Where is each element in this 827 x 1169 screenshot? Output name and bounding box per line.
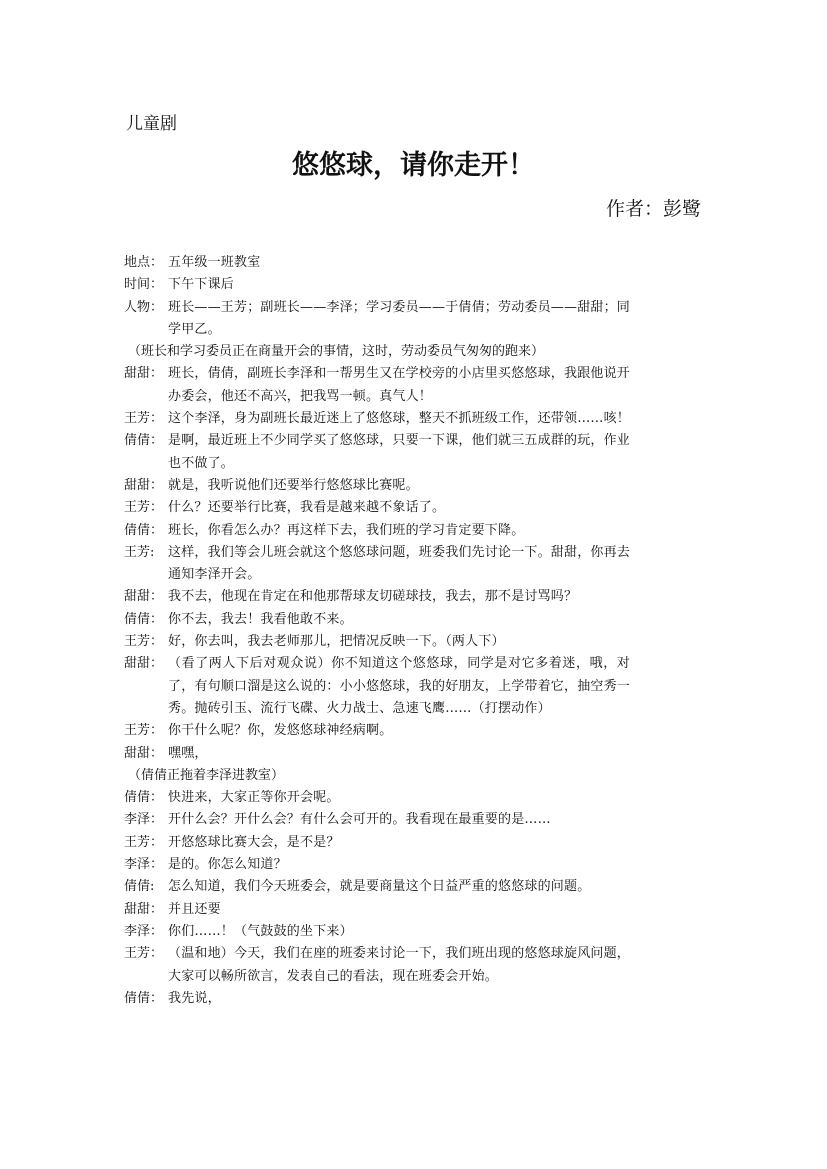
dialogue-line (124, 631, 630, 653)
speaker-label: 倩倩: (124, 879, 155, 895)
speaker-label: 倩倩： (124, 522, 164, 538)
dialogue-line (124, 520, 630, 542)
dialogue-line (124, 609, 630, 631)
speaker-label: 甜甜： (124, 745, 164, 761)
dialogue-line (124, 408, 630, 430)
dialogue-text: 你们……！（气鼓鼓的坐下来） (168, 923, 353, 939)
setting-text: 下午下课后 (168, 277, 235, 293)
dialogue-text: 快进来，大家正等你开会呢。 (168, 790, 340, 806)
setting-label: 地点： (124, 255, 164, 270)
setting-line (124, 297, 630, 342)
speaker-label: 李泽： (124, 812, 164, 828)
dialogue-text: 你干什么呢？你，发悠悠球神经病啊。 (168, 723, 393, 739)
setting-line (124, 252, 630, 274)
dialogue-text: 开悠悠球比赛大会，是不是？ (168, 834, 340, 850)
dialogue-text: 班长，倩倩，副班长李泽和一帮男生又在学校旁的小店里买悠悠球，我跟他说开办委会，他还不高兴，把我骂一顿。真气人！ (168, 366, 631, 404)
dialogue-text: 并且还要 (168, 901, 221, 917)
dialogue-line (124, 921, 630, 943)
setting-text: 五年级一班教室 (168, 255, 261, 270)
script-body (124, 252, 630, 1010)
setting-label: 人物： (124, 299, 164, 315)
dialogue-line (124, 430, 630, 475)
speaker-label: 李泽： (124, 923, 164, 939)
speaker-label: 王芳： (124, 500, 164, 516)
dialogue-text: 这样，我们等会儿班会就这个悠悠球问题，班委我们先讨论一下。甜甜，你再去通知李泽开会。 (168, 544, 631, 583)
dialogue-line (124, 943, 630, 988)
dialogue-line (124, 497, 630, 519)
dialogue-line (124, 854, 630, 876)
speaker-label: 王芳： (124, 946, 164, 962)
dialogue-line (124, 876, 630, 898)
dialogue-line (124, 743, 630, 765)
speaker-label: 甜甜： (124, 589, 164, 605)
dialogue-text: 班长，你看怎么办？再这样下去，我们班的学习肯定要下降。 (168, 522, 525, 538)
author-line: 作者：彭鹭 (605, 198, 701, 220)
dialogue-text: 是啊，最近班上不少同学买了悠悠球，只要一下课，他们就三五成群的玩，作业也不做了。 (168, 433, 631, 471)
dialogue-text: 什么？还要举行比赛，我看是越来越不象话了。 (168, 500, 446, 516)
stage-direction: （班长和学习委员正在商量开会的事情，这时，劳动委员气匆匆的跑来） (128, 344, 545, 360)
play-title: 悠悠球，请你走开！ (292, 150, 535, 181)
dialogue-line (124, 787, 630, 809)
speaker-label: 甜甜： (124, 656, 164, 672)
dialogue-line (124, 809, 630, 831)
speaker-label: 王芳： (124, 834, 164, 850)
dialogue-line (124, 899, 630, 921)
dialogue-text: 怎么知道，我们今天班委会，就是要商量这个日益严重的悠悠球的问题。 (168, 879, 591, 895)
speaker-label: 倩倩： (124, 611, 164, 627)
dialogue-text: 好，你去叫，我去老师那儿，把情况反映一下。（两人下） (168, 634, 505, 650)
dialogue-text: 是的。你怎么知道？ (168, 857, 287, 873)
dialogue-line (124, 542, 630, 587)
speaker-label: 倩倩： (124, 990, 164, 1006)
speaker-label: 甜甜： (124, 366, 164, 382)
dialogue-line (124, 832, 630, 854)
genre-label: 儿童剧 (126, 114, 177, 134)
dialogue-text: （看了两人下后对观众说）你不知道这个悠悠球，同学是对它多着迷，哦，对了，有句顺口溜是这么说的：小小悠悠球，我的好朋友，上学带着它，抽空秀一秀。抛砖引玉、流行飞碟、火力战士、急速飞鹰……（打摆动作） (168, 656, 631, 716)
speaker-label: 王芳： (124, 411, 164, 427)
dialogue-line (124, 475, 630, 497)
dialogue-text: 就是，我听说他们还要举行悠悠球比赛呢。 (168, 477, 419, 493)
stage-direction: （倩倩正拖着李泽进教室） (128, 767, 285, 783)
speaker-label: 甜甜： (124, 477, 164, 493)
dialogue-line (124, 988, 630, 1010)
dialogue-line (124, 653, 630, 720)
dialogue-text: 开什么会？开什么会？有什么会可开的。我看现在最重要的是…… (168, 812, 551, 828)
setting-text: 班长——王芳；副班长——李泽；学习委员——于倩倩；劳动委员——甜甜；同学甲乙。 (168, 299, 631, 337)
speaker-label: 王芳： (124, 723, 164, 739)
dialogue-line (124, 363, 630, 408)
dialogue-text: 我先说， (168, 990, 221, 1006)
dialogue-text: 你不去，我去！我看他敢不来。 (168, 611, 353, 627)
dialogue-text: 这个李泽，身为副班长最近迷上了悠悠球，整天不抓班级工作，还带领……咳！ (168, 411, 631, 427)
dialogue-block (124, 363, 630, 764)
speaker-label: 倩倩： (124, 433, 164, 449)
dialogue-text: （温和地）今天，我们在座的班委来讨论一下，我们班出现的悠悠球旋风问题，大家可以畅所欲言，发表自己的看法，现在班委会开始。 (168, 946, 631, 984)
setting-label: 时间： (124, 277, 164, 293)
dialogue-line (124, 720, 630, 742)
speaker-label: 倩倩： (124, 790, 164, 806)
speaker-label: 王芳: (124, 544, 155, 560)
speaker-label: 李泽： (124, 857, 164, 873)
setting-block (124, 252, 630, 341)
dialogue-text: 嘿嘿， (168, 745, 208, 761)
dialogue-line (124, 586, 630, 608)
speaker-label: 王芳： (124, 634, 164, 650)
speaker-label: 甜甜： (124, 901, 164, 917)
dialogue-block (124, 787, 630, 1010)
setting-line (124, 274, 630, 296)
dialogue-text: 我不去，他现在肯定在和他那帮球友切磋球技，我去，那不是讨骂吗？ (168, 589, 578, 605)
